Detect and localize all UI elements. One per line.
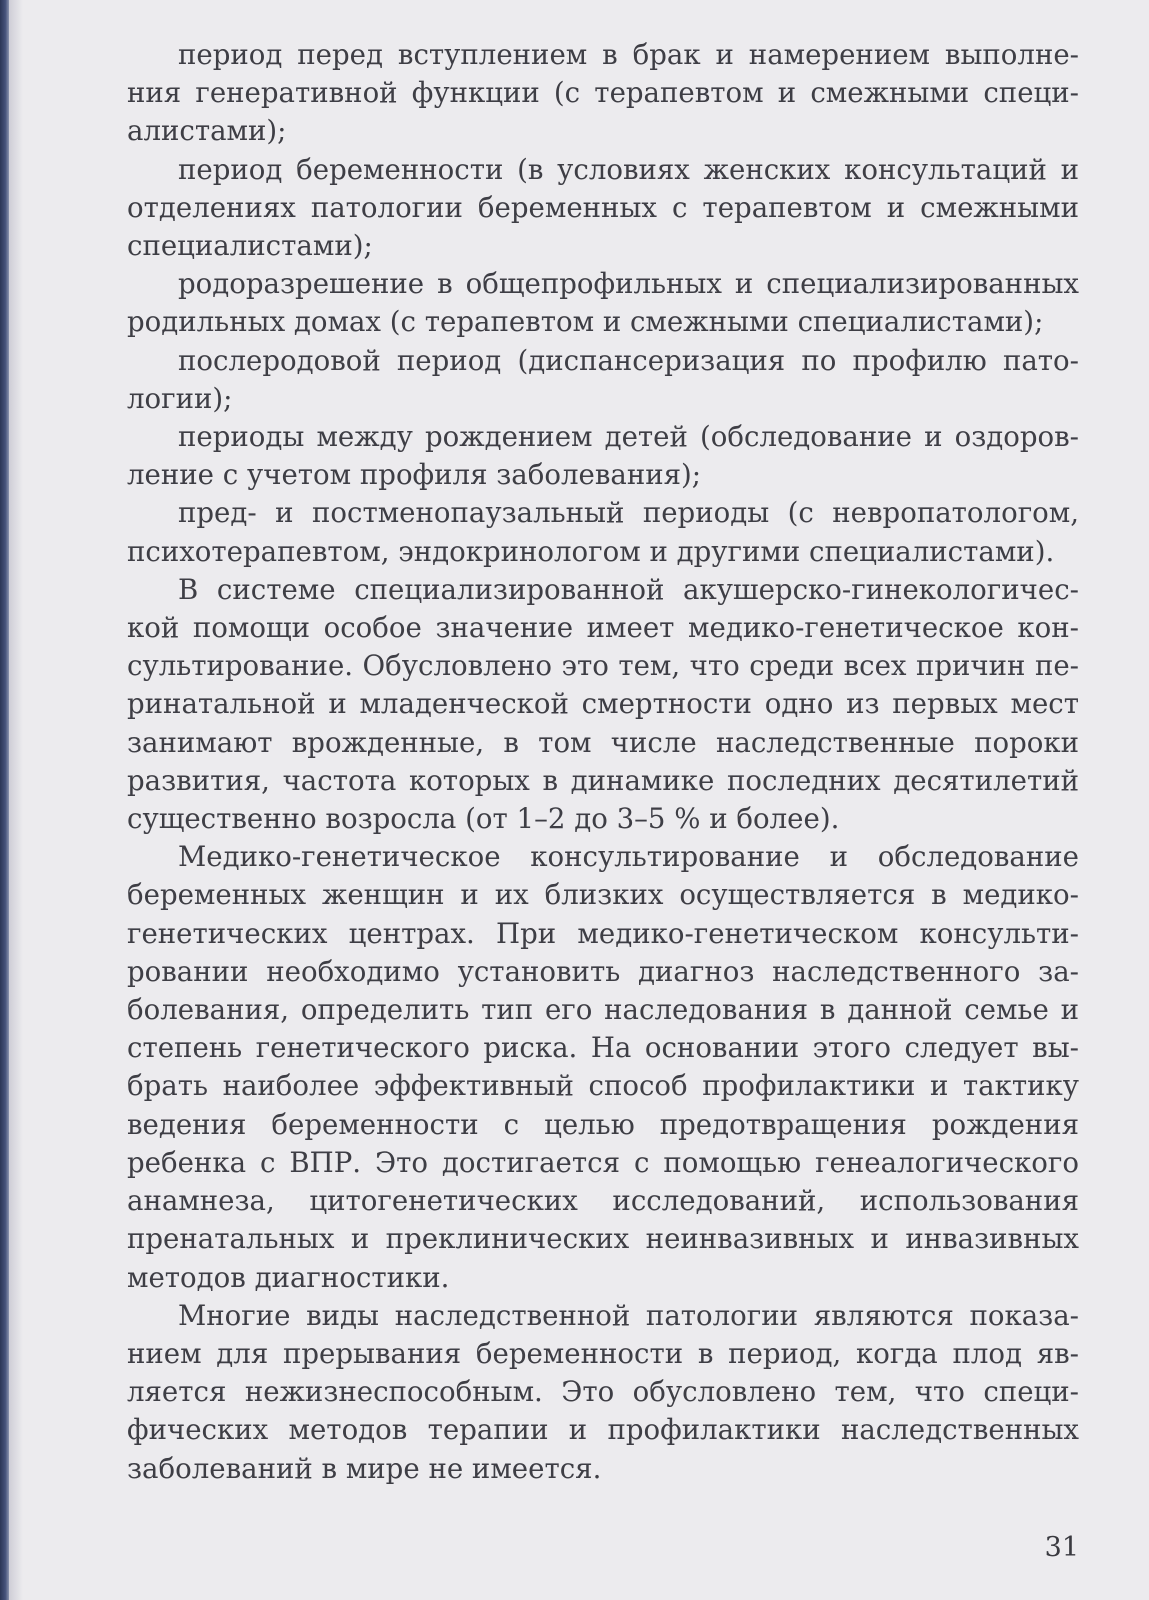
spine-shadow — [9, 0, 23, 1600]
paragraph-menopause-periods: пред- и постменопаузальный периоды (с невропатологом, психотерапевтом, эндокринологом и другими специалистами). — [127, 496, 1079, 568]
paragraph-interbirth-periods: периоды между рождением детей (обследование и оздоровление с учетом профиля заболевания); — [127, 420, 1079, 492]
paragraph-genetic-centers: Медико-генетическое консультирование и обследование беременных женщин и их близких осуществляется в медико-генетических центрах. При медико-генетическом консультировании необходимо установить диагноз наследственного заболевания, определить тип его наследования в данной семье и степень генетического риска. На основании этого следует выбрать наиболее эффективный способ профилактики и тактику ведения беременности с целью предотвращения рождения ребенка с ВПР. Это достигается с помощью генеалогического анамнеза, цитогенетических исследований, использования пренатальных и преклинических неинвазивных и инвазивных методов диагностики. — [127, 840, 1079, 1294]
page-body-text — [127, 36, 1079, 1488]
book-spine-edge — [0, 0, 9, 1600]
paragraph-pregnancy-termination: Многие виды наследственной патологии являются показанием для прерывания беременности в период, когда плод является нежизнеспособным. Это обусловлено тем, что специфических методов терапии и профилактики наследственных заболеваний в мире не имеется. — [127, 1298, 1079, 1485]
paragraph-delivery: родоразрешение в общепрофильных и специализированных родильных домах (с терапевтом и смежными специалистами); — [127, 267, 1079, 339]
paragraph-premarital-period: период перед вступлением в брак и намерением выполнения генеративной функции (с терапевтом и смежными специалистами); — [127, 38, 1079, 148]
page-number: 31 — [1044, 1532, 1079, 1563]
paragraph-postpartum-period: послеродовой период (диспансеризация по профилю патологии); — [127, 343, 1079, 415]
paragraph-genetic-counseling-importance: В системе специализированной акушерско-гинекологической помощи особое значение имеет медико-генетическое консультирование. Обусловлено это тем, что среди всех причин перинатальной и младенческой смертности одно из первых мест занимают врожденные, в том числе наследственные пороки развития, частота которых в динамике последних десятилетий существенно возросла (от 1–2 до 3–5 % и более). — [127, 572, 1079, 836]
paragraph-pregnancy-period: период беременности (в условиях женских консультаций и отделениях патологии беременных с терапевтом и смежными специалистами); — [127, 152, 1079, 263]
